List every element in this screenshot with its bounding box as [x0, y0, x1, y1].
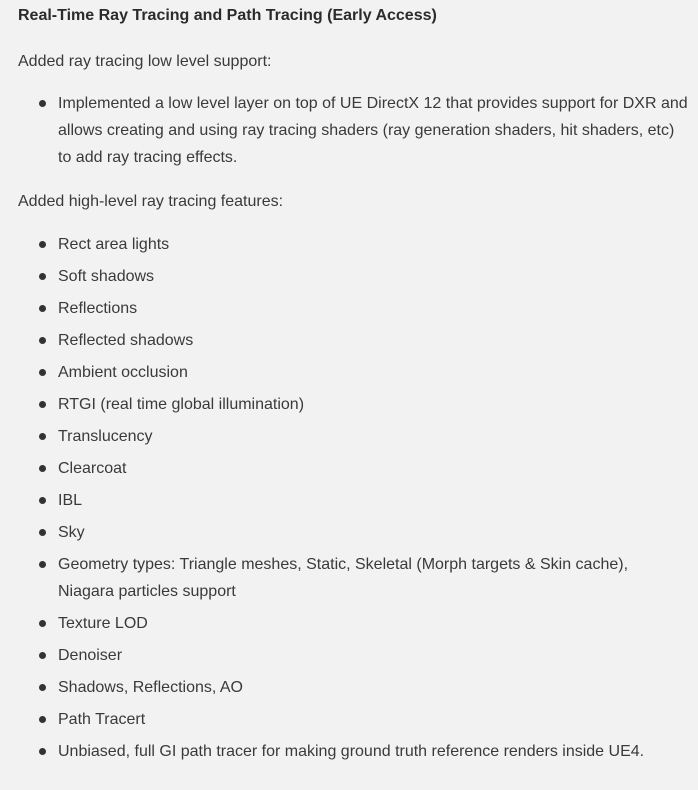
low-level-intro: Added ray tracing low level support:: [18, 53, 272, 70]
list-item-text: Ambient occlusion: [58, 364, 188, 381]
bullet-icon: [39, 273, 46, 280]
list-item-text: Rect area lights: [58, 236, 170, 253]
bullet-icon: [39, 401, 46, 408]
list-item: [18, 90, 688, 171]
list-item: [18, 738, 688, 765]
bullet-icon: [39, 337, 46, 344]
bullet-icon: [39, 433, 46, 440]
list-item-text: Geometry types: Triangle meshes, Static, Skeletal (Morph targets & Skin cache), Niagara particles support: [58, 556, 629, 600]
bullet-icon: [39, 561, 46, 568]
high-level-intro: Added high-level ray tracing features:: [18, 193, 284, 210]
list-item: [18, 359, 688, 386]
bullet-icon: [39, 305, 46, 312]
list-item: [18, 391, 688, 418]
bullet-icon: [39, 241, 46, 248]
list-item-text: Path Tracert: [58, 711, 146, 728]
bullet-icon: [39, 369, 46, 376]
list-item-text: IBL: [58, 492, 83, 509]
list-item-text: Clearcoat: [58, 460, 127, 477]
bullet-icon: [39, 652, 46, 659]
high-level-list: [18, 231, 688, 765]
bullet-icon: [39, 465, 46, 472]
list-item-text: Sky: [58, 524, 85, 541]
list-item: [18, 263, 688, 290]
list-item: [18, 519, 688, 546]
bullet-icon: [39, 716, 46, 723]
list-item: [18, 423, 688, 450]
bullet-icon: [39, 684, 46, 691]
list-item-text: Texture LOD: [58, 615, 148, 632]
list-item: [18, 295, 688, 322]
list-item: [18, 610, 688, 637]
list-item-text: Reflections: [58, 300, 138, 317]
list-item: [18, 706, 688, 733]
list-item-text: Implemented a low level layer on top of UE DirectX 12 that provides support for DXR and allows creating and using ray tracing shaders (ray generation shaders, hit shaders, etc) to add ray tracing effects.: [58, 95, 688, 166]
list-item: [18, 455, 688, 482]
bullet-icon: [39, 497, 46, 504]
bullet-icon: [39, 100, 46, 107]
list-item-text: Shadows, Reflections, AO: [58, 679, 243, 696]
list-item-text: Denoiser: [58, 647, 123, 664]
list-item: [18, 551, 688, 605]
bullet-icon: [39, 529, 46, 536]
list-item: [18, 487, 688, 514]
list-item: [18, 674, 688, 701]
list-item-text: Reflected shadows: [58, 332, 194, 349]
bullet-icon: [39, 748, 46, 755]
section-heading: Real-Time Ray Tracing and Path Tracing (Early Access): [18, 7, 437, 24]
bullet-icon: [39, 620, 46, 627]
list-item-text: Soft shadows: [58, 268, 155, 285]
list-item: [18, 327, 688, 354]
list-item-text: Unbiased, full GI path tracer for making ground truth reference renders inside UE4.: [58, 743, 645, 760]
list-item-text: RTGI (real time global illumination): [58, 396, 305, 413]
list-item-text: Translucency: [58, 428, 153, 445]
low-level-list: [18, 90, 688, 171]
list-item: [18, 642, 688, 669]
list-item: [18, 231, 688, 258]
